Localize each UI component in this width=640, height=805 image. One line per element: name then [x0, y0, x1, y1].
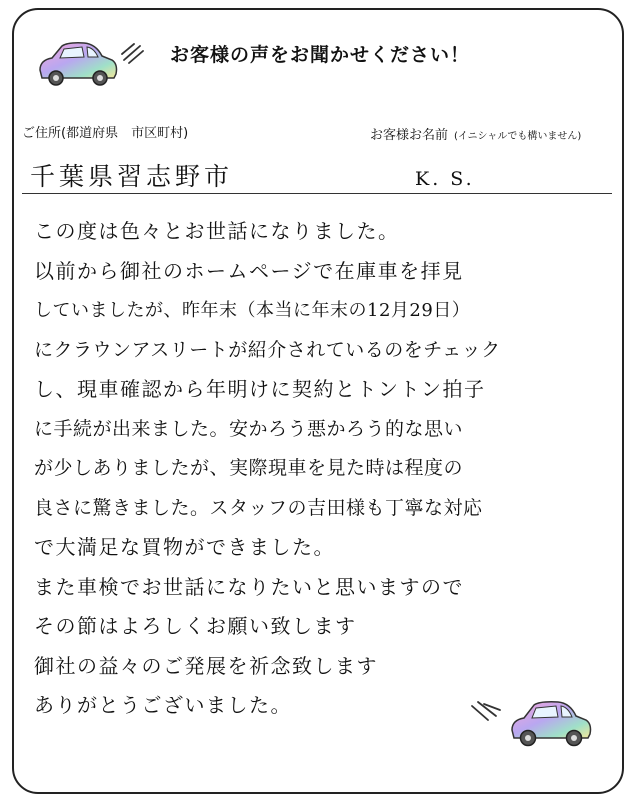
header-car-icon [34, 40, 120, 90]
message-line: また車検でお世話になりたいと思いますので [34, 574, 464, 599]
speed-lines-icon [120, 40, 146, 66]
header-divider [22, 193, 612, 194]
name-label [370, 124, 581, 143]
name-value: K. S. [415, 168, 475, 190]
message-line: し、現車確認から年明けに契約とトントン拍子 [34, 377, 486, 401]
message-line: 以前から御社のホームページで在庫車を拝見 [34, 258, 464, 283]
handwritten-message [34, 212, 634, 726]
message-line: していましたが、昨年末（本当に年末の12月29日） [34, 300, 471, 321]
message-line: この度は色々とお世話になりました。 [34, 219, 400, 243]
footer-car-icon [506, 698, 596, 752]
message-line: にクラウンアスリートが紹介されているのをチェック [34, 338, 501, 361]
message-line: に手続が出来ました。安かろう悪かろう的な思い [34, 417, 464, 440]
name-label-note: (イニシャルでも構いません) [454, 131, 582, 142]
message-line: 御社の益々のご発展を祈念致します [34, 653, 378, 678]
message-line: 良さに驚きました。スタッフの吉田様も丁寧な対応 [34, 496, 483, 519]
address-value: 千葉県習志野市 [30, 162, 234, 191]
name-label-text: お客様お名前 [370, 128, 449, 143]
message-line: が少しありましたが、実際現車を見た時は程度の [34, 457, 464, 479]
message-line: ありがとうございました。 [34, 693, 292, 717]
message-line: で大満足な買物ができました。 [34, 535, 335, 559]
speed-lines-icon [470, 700, 504, 726]
form-title: お客様の声をお聞かせください！ [170, 44, 471, 66]
message-line: その節はよろしくお願い致します [34, 614, 357, 638]
address-label: ご住所(都道府県 市区町村) [22, 126, 189, 141]
